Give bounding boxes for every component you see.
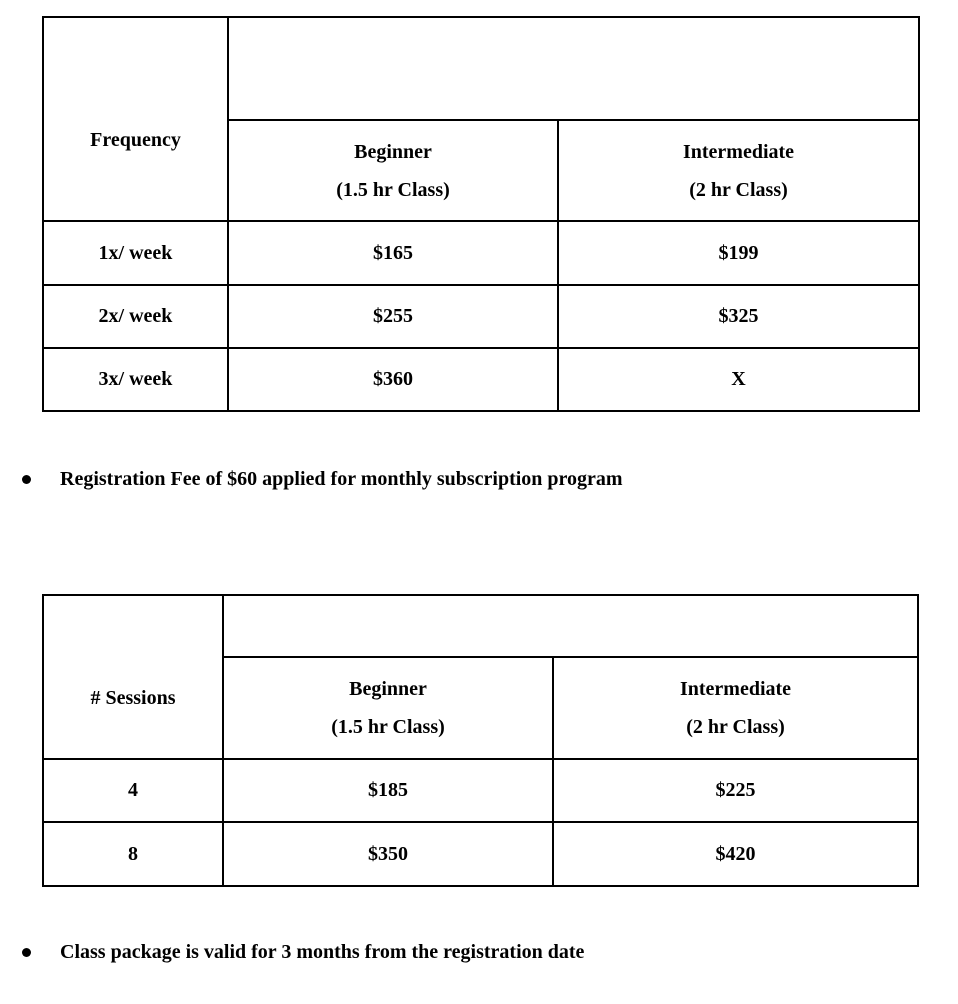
table1-corner-header xyxy=(43,17,228,221)
beginner-header-line1: Beginner xyxy=(354,140,432,163)
table1-title-row xyxy=(43,17,919,120)
table2-intermediate-header xyxy=(553,657,918,759)
frequency-cell: 2x/ week xyxy=(43,285,228,348)
table-row xyxy=(43,285,919,348)
intermediate-price: $225 xyxy=(553,759,918,822)
note-package-validity-text: Class package is valid for 3 months from the registration date xyxy=(60,941,585,963)
intermediate-header-line2: (2 hr Class) xyxy=(686,716,785,738)
table2-title-row xyxy=(43,595,918,657)
beginner-header-line1: Beginner xyxy=(349,678,427,700)
beginner-header-line2: (1.5 hr Class) xyxy=(331,716,445,738)
intermediate-header-line2: (2 hr Class) xyxy=(689,178,788,201)
pricing-table-option2 xyxy=(42,594,919,887)
table1-beginner-header xyxy=(228,120,558,221)
beginner-price: $350 xyxy=(223,822,553,886)
intermediate-price: $325 xyxy=(558,285,919,348)
table1-title-line2: (recurring payment every 4 weeks) xyxy=(424,76,723,99)
bullet-dot-icon xyxy=(22,948,31,957)
pricing-document xyxy=(0,16,958,1004)
beginner-price: $360 xyxy=(228,348,558,411)
table-row xyxy=(43,348,919,411)
table2-title-cell xyxy=(223,595,918,657)
bullet-dot-icon xyxy=(22,475,31,484)
sessions-cell: 4 xyxy=(43,759,223,822)
pricing-table-option1 xyxy=(42,16,920,412)
table1-title-line1: Option 1: Monthly Subscription xyxy=(436,38,711,61)
frequency-cell: 1x/ week xyxy=(43,221,228,285)
frequency-header-label: Frequency xyxy=(90,128,181,151)
intermediate-price: X xyxy=(558,348,919,411)
note-registration-fee xyxy=(22,464,958,494)
table2-corner-header xyxy=(43,595,223,759)
table2-beginner-header xyxy=(223,657,553,759)
table-row xyxy=(43,822,918,886)
beginner-price: $165 xyxy=(228,221,558,285)
table2-title: Option 2: Class Package (Flexible Option) xyxy=(390,615,751,637)
note-registration-fee-text: Registration Fee of $60 applied for monthly subscription program xyxy=(60,468,623,490)
table1-intermediate-header xyxy=(558,120,919,221)
frequency-cell: 3x/ week xyxy=(43,348,228,411)
intermediate-header-line1: Intermediate xyxy=(679,678,792,700)
sessions-cell: 8 xyxy=(43,822,223,886)
table-row xyxy=(43,759,918,822)
intermediate-price: $199 xyxy=(558,221,919,285)
beginner-price: $255 xyxy=(228,285,558,348)
intermediate-header-line1: Intermediate xyxy=(682,140,795,163)
table1-title-cell xyxy=(228,17,919,120)
intermediate-price: $420 xyxy=(553,822,918,886)
beginner-price: $185 xyxy=(223,759,553,822)
table-row xyxy=(43,221,919,285)
beginner-header-line2: (1.5 hr Class) xyxy=(336,178,450,201)
sessions-header-label: # Sessions xyxy=(90,686,176,709)
note-package-validity xyxy=(22,937,958,967)
